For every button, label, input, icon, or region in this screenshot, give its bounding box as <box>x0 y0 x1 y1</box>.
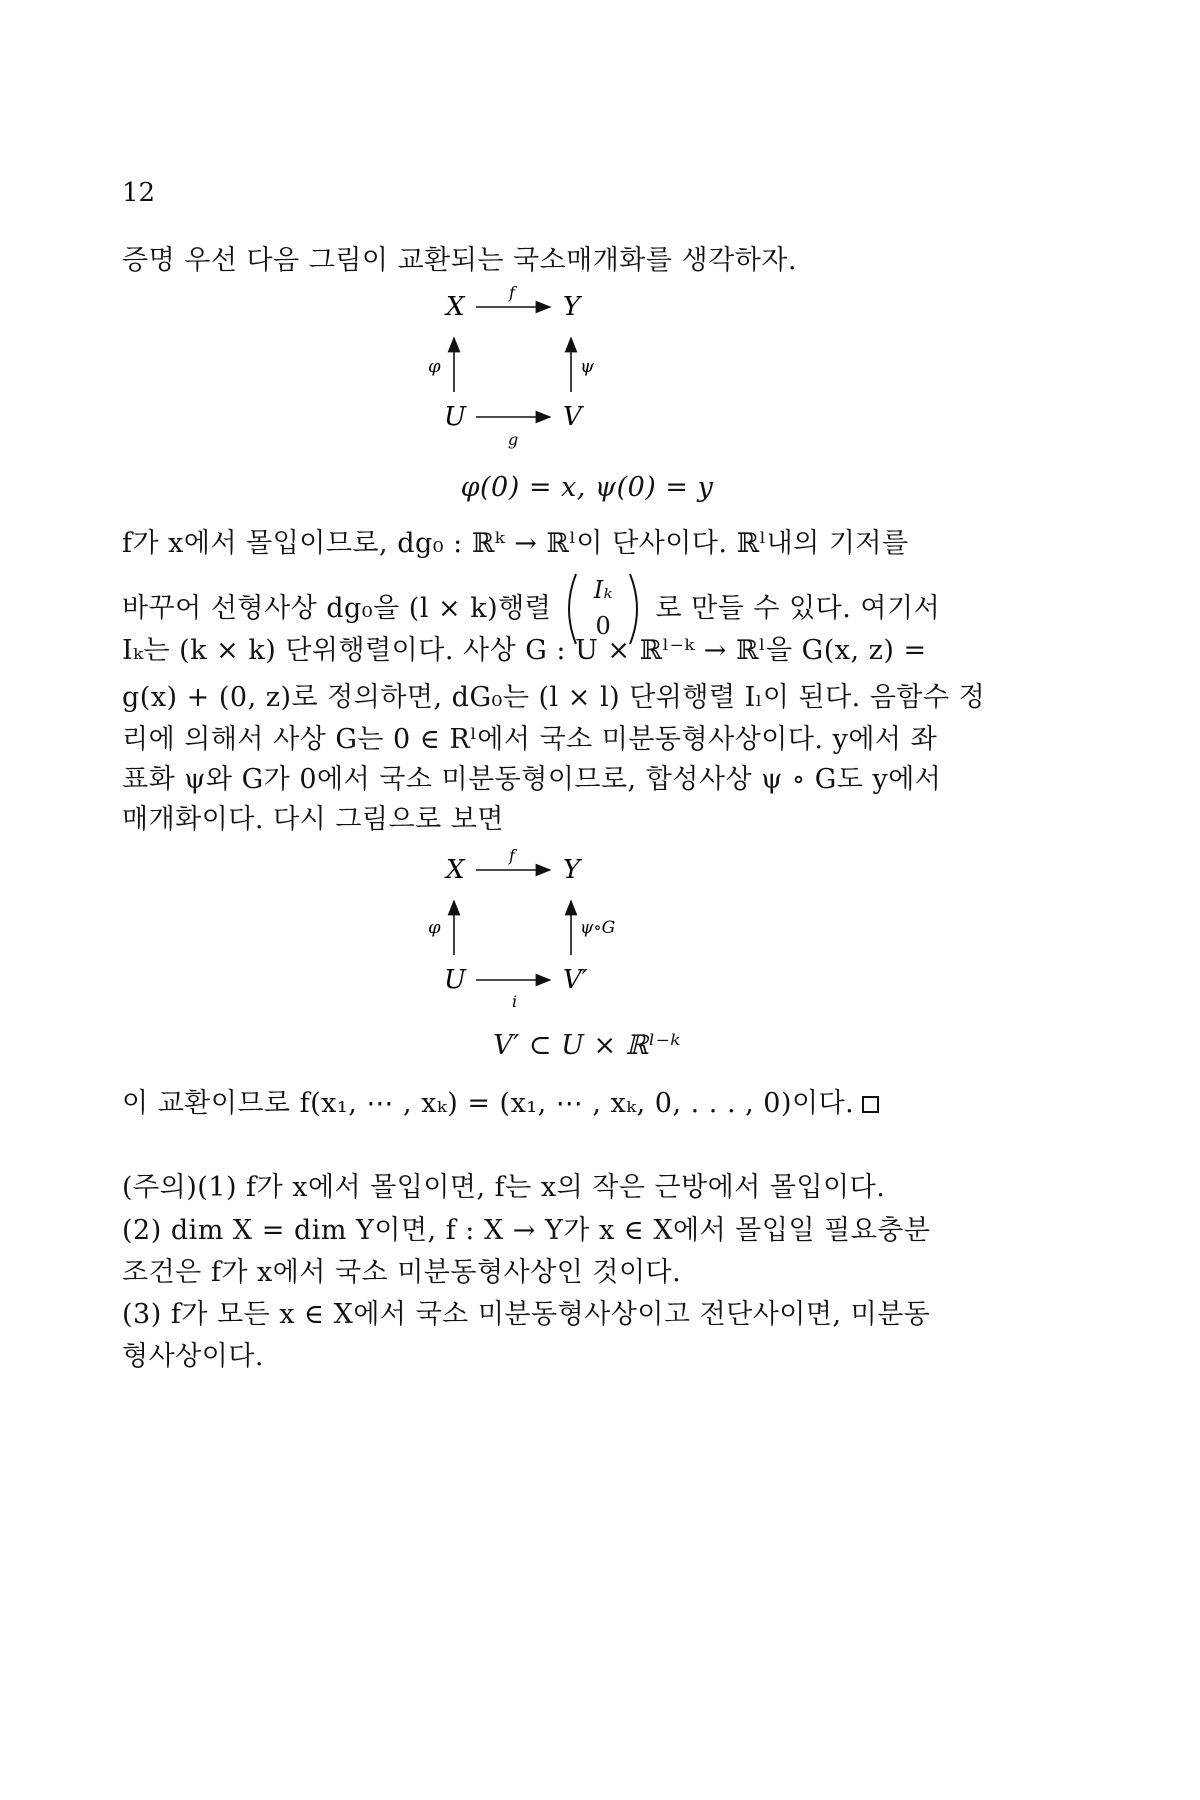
diagram-2-svg <box>0 845 1200 1015</box>
equation-2: V′ ⊂ U × ℝˡ⁻ᵏ <box>493 1030 681 1061</box>
page-number: 12 <box>122 178 156 208</box>
diagram-2-bottom-arrow-label: i <box>512 992 518 1011</box>
remark-line-1: (주의)(1) f가 x에서 몰입이면, f는 x의 작은 근방에서 몰입이다. <box>122 1172 886 1203</box>
commutative-diagram-1 <box>0 280 1200 450</box>
conclusion-text: 이 교환이므로 f(x₁, ⋯ , xₖ) = (x₁, ⋯ , xₖ, 0, . . . , 0)이다. <box>122 1088 855 1119</box>
commutative-diagram-2 <box>0 845 1200 1015</box>
remark-line-4: (3) f가 모든 x ∈ X에서 국소 미분동형사상이고 전단사이면, 미분동 <box>122 1299 931 1330</box>
diagram-1-svg <box>0 280 1200 450</box>
diagram-1-top-right: Y <box>563 292 581 322</box>
diagram-1-top-left: X <box>446 292 465 322</box>
paragraph-line-1: f가 x에서 몰입이므로, dg₀ : ℝᵏ → ℝˡ이 단사이다. ℝˡ내의 기저를 <box>122 528 909 559</box>
diagram-1-bottom-arrow-label: g <box>508 430 519 449</box>
remark-line-2: (2) dim X = dim Y이면, f : X → Y가 x ∈ X에서 몰입일 필요충분 <box>122 1215 931 1246</box>
paragraph-line-4: g(x) + (0, z)로 정의하면, dG₀는 (l × l) 단위행렬 Iₗ이 된다. 음함수 정 <box>122 682 986 713</box>
paragraph-line-6: 표화 ψ와 G가 0에서 국소 미분동형이므로, 합성사상 ψ ∘ G도 y에서 <box>122 764 942 795</box>
diagram-1-right-arrow-label: ψ <box>580 356 595 377</box>
paragraph-line-2a: 바꾸어 선형사상 dg₀을 (l × k)행렬 <box>122 592 552 624</box>
proof-intro: 증명 우선 다음 그림이 교환되는 국소매개화를 생각하자. <box>122 245 797 276</box>
paragraph-line-7: 매개화이다. 다시 그림으로 보면 <box>122 804 504 835</box>
diagram-2-right-arrow-label: ψ∘G <box>580 918 616 938</box>
conclusion-line <box>122 1088 1052 1120</box>
diagram-2-top-right: Y <box>563 855 581 885</box>
equation-1: φ(0) = x, ψ(0) = y <box>460 472 714 503</box>
paragraph-line-3: Iₖ는 (k × k) 단위행렬이다. 사상 G : U × ℝˡ⁻ᵏ → ℝˡ을 G(x, z) = <box>122 635 927 666</box>
diagram-2-left-arrow-label: φ <box>428 917 441 938</box>
qed-box-icon <box>862 1096 879 1113</box>
diagram-1-left-arrow-label: φ <box>428 356 441 377</box>
diagram-1-top-arrow-label: f <box>509 283 515 302</box>
diagram-2-bottom-right: V′ <box>563 965 588 995</box>
diagram-1-bottom-left: U <box>444 402 466 432</box>
matrix-top-entry: Iₖ <box>593 576 614 604</box>
paragraph-line-2b: 로 만들 수 있다. 여기서 <box>655 592 941 624</box>
diagram-2-top-left: X <box>446 855 465 885</box>
remark-line-3: 조건은 f가 x에서 국소 미분동형사상인 것이다. <box>122 1257 682 1288</box>
diagram-2-bottom-left: U <box>444 965 466 995</box>
remark-line-5: 형사상이다. <box>122 1341 264 1372</box>
matrix-bottom-entry: 0 <box>595 612 612 640</box>
paragraph-line-5: 리에 의해서 사상 G는 0 ∈ Rˡ에서 국소 미분동형사상이다. y에서 좌 <box>122 724 938 755</box>
diagram-2-top-arrow-label: f <box>509 846 515 865</box>
diagram-1-bottom-right: V <box>563 402 582 432</box>
